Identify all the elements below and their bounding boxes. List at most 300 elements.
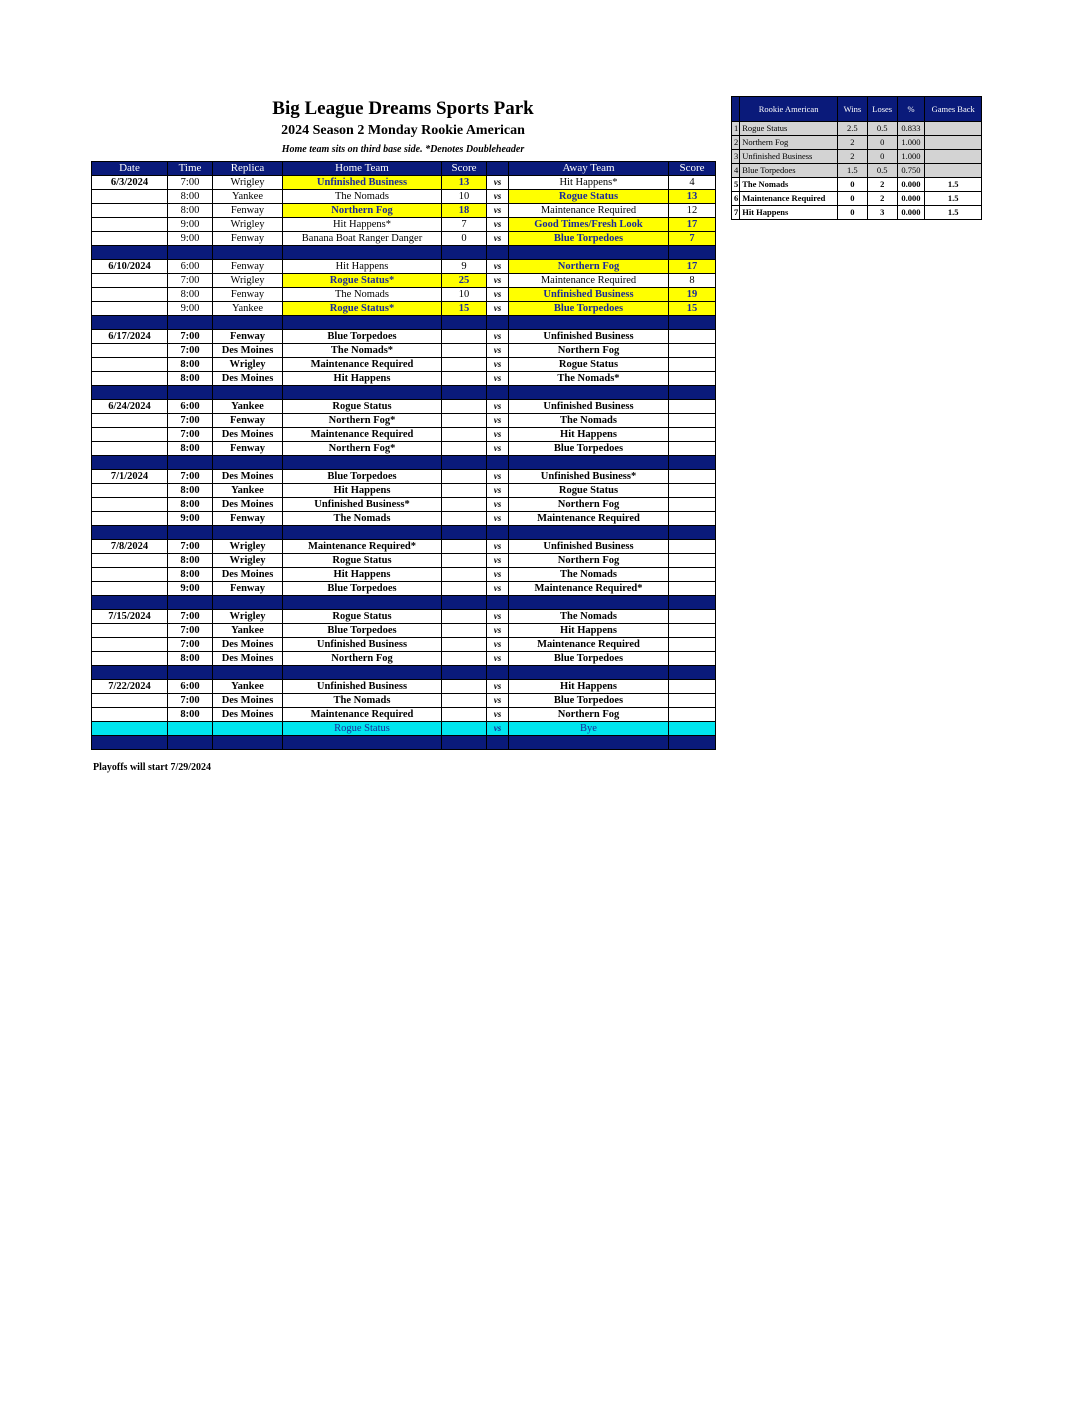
game-time: 7:00	[168, 470, 213, 484]
home-team: Hit Happens	[283, 260, 442, 274]
home-score	[442, 470, 487, 484]
home-team: Hit Happens	[283, 568, 442, 582]
standings-team: Unfinished Business	[740, 150, 838, 164]
game-date	[92, 624, 168, 638]
game-row	[92, 428, 716, 442]
week-separator	[92, 666, 716, 680]
home-team: Rogue Status*	[283, 274, 442, 288]
vs-label: vs	[487, 302, 509, 316]
away-team: Blue Torpedoes	[509, 442, 669, 456]
standings-loses: 0.5	[867, 164, 897, 178]
game-replica: Fenway	[213, 582, 283, 596]
home-team: The Nomads*	[283, 344, 442, 358]
game-time: 6:00	[168, 260, 213, 274]
week-separator	[92, 736, 716, 750]
home-team: Hit Happens	[283, 484, 442, 498]
game-time: 7:00	[168, 414, 213, 428]
game-time: 8:00	[168, 358, 213, 372]
game-time: 8:00	[168, 568, 213, 582]
standings-rank: 6	[732, 192, 740, 206]
game-replica	[213, 722, 283, 736]
home-score	[442, 372, 487, 386]
separator-cell	[92, 456, 168, 470]
game-date: 6/24/2024	[92, 400, 168, 414]
home-team: Rogue Status	[283, 610, 442, 624]
away-score	[669, 540, 716, 554]
game-replica: Des Moines	[213, 708, 283, 722]
game-replica: Des Moines	[213, 694, 283, 708]
game-time: 7:00	[168, 638, 213, 652]
home-score	[442, 652, 487, 666]
game-replica: Wrigley	[213, 274, 283, 288]
home-team: Maintenance Required*	[283, 540, 442, 554]
home-score	[442, 694, 487, 708]
away-team: Unfinished Business*	[509, 470, 669, 484]
away-score	[669, 512, 716, 526]
home-score	[442, 442, 487, 456]
away-team: Blue Torpedoes	[509, 302, 669, 316]
game-replica: Wrigley	[213, 176, 283, 190]
game-time: 7:00	[168, 624, 213, 638]
game-row	[92, 568, 716, 582]
home-team: Rogue Status*	[283, 302, 442, 316]
away-team: Blue Torpedoes	[509, 694, 669, 708]
separator-cell	[509, 316, 669, 330]
standings-wins: 2.5	[837, 122, 867, 136]
home-score: 7	[442, 218, 487, 232]
separator-cell	[487, 246, 509, 260]
standings-rank: 1	[732, 122, 740, 136]
vs-label: vs	[487, 554, 509, 568]
separator-cell	[283, 386, 442, 400]
standings-pct: 0.000	[897, 192, 925, 206]
standings-team: Hit Happens	[740, 206, 838, 220]
away-score: 7	[669, 232, 716, 246]
playoffs-note: Playoffs will start 7/29/2024	[93, 762, 212, 773]
game-date	[92, 274, 168, 288]
away-team: Maintenance Required	[509, 512, 669, 526]
separator-cell	[442, 316, 487, 330]
vs-label: vs	[487, 414, 509, 428]
away-team: Maintenance Required	[509, 274, 669, 288]
home-team: Banana Boat Ranger Danger	[283, 232, 442, 246]
away-team: Unfinished Business	[509, 330, 669, 344]
separator-cell	[92, 246, 168, 260]
away-score	[669, 442, 716, 456]
schedule-header-row	[92, 162, 716, 176]
standings-loses: 3	[867, 206, 897, 220]
separator-cell	[283, 456, 442, 470]
vs-label: vs	[487, 288, 509, 302]
separator-cell	[168, 386, 213, 400]
game-replica: Fenway	[213, 442, 283, 456]
away-team: Rogue Status	[509, 358, 669, 372]
vs-label: vs	[487, 330, 509, 344]
away-score	[669, 414, 716, 428]
home-score: 15	[442, 302, 487, 316]
game-replica: Yankee	[213, 484, 283, 498]
separator-cell	[669, 596, 716, 610]
away-score	[669, 498, 716, 512]
vs-label: vs	[487, 274, 509, 288]
standings-team: The Nomads	[740, 178, 838, 192]
home-team: Maintenance Required	[283, 428, 442, 442]
game-replica: Des Moines	[213, 638, 283, 652]
separator-cell	[92, 526, 168, 540]
game-date	[92, 694, 168, 708]
away-score	[669, 470, 716, 484]
away-score	[669, 358, 716, 372]
game-row	[92, 176, 716, 190]
home-score	[442, 400, 487, 414]
home-team: Unfinished Business	[283, 176, 442, 190]
home-team: Hit Happens	[283, 372, 442, 386]
game-row	[92, 218, 716, 232]
vs-label: vs	[487, 498, 509, 512]
separator-cell	[442, 386, 487, 400]
standings-pct: 1.000	[897, 136, 925, 150]
separator-cell	[92, 596, 168, 610]
vs-label: vs	[487, 260, 509, 274]
away-score	[669, 400, 716, 414]
away-score	[669, 582, 716, 596]
game-date	[92, 638, 168, 652]
away-team: The Nomads*	[509, 372, 669, 386]
home-score: 10	[442, 190, 487, 204]
home-team: Rogue Status	[283, 400, 442, 414]
game-date: 7/1/2024	[92, 470, 168, 484]
standings-row	[732, 206, 982, 220]
home-score: 13	[442, 176, 487, 190]
standings-table	[731, 96, 982, 220]
game-replica: Des Moines	[213, 344, 283, 358]
home-score	[442, 512, 487, 526]
schedule-note: Home team sits on third base side. *Denotes Doubleheader	[281, 144, 525, 155]
away-team: The Nomads	[509, 414, 669, 428]
vs-label: vs	[487, 372, 509, 386]
game-row	[92, 232, 716, 246]
separator-cell	[213, 386, 283, 400]
away-team: Northern Fog	[509, 498, 669, 512]
away-score: 19	[669, 288, 716, 302]
away-team: Unfinished Business	[509, 540, 669, 554]
game-time: 8:00	[168, 442, 213, 456]
home-team: The Nomads	[283, 190, 442, 204]
standings-loses: 0	[867, 136, 897, 150]
separator-cell	[669, 386, 716, 400]
game-date: 7/22/2024	[92, 680, 168, 694]
away-score	[669, 428, 716, 442]
separator-cell	[509, 736, 669, 750]
away-team: Bye	[509, 722, 669, 736]
away-team: Good Times/Fresh Look	[509, 218, 669, 232]
game-row	[92, 708, 716, 722]
game-replica: Fenway	[213, 512, 283, 526]
separator-cell	[669, 246, 716, 260]
game-date	[92, 232, 168, 246]
home-score	[442, 484, 487, 498]
standings-pct: 0.833	[897, 122, 925, 136]
game-replica: Fenway	[213, 414, 283, 428]
game-time: 6:00	[168, 400, 213, 414]
standings-rank: 7	[732, 206, 740, 220]
game-date	[92, 554, 168, 568]
game-time: 9:00	[168, 582, 213, 596]
vs-label: vs	[487, 680, 509, 694]
game-time: 7:00	[168, 540, 213, 554]
away-score: 13	[669, 190, 716, 204]
game-row	[92, 260, 716, 274]
separator-cell	[509, 666, 669, 680]
standings-games-back: 1.5	[925, 178, 982, 192]
game-replica: Fenway	[213, 204, 283, 218]
away-score	[669, 330, 716, 344]
separator-cell	[669, 526, 716, 540]
game-row	[92, 372, 716, 386]
game-time: 8:00	[168, 190, 213, 204]
game-time: 9:00	[168, 232, 213, 246]
away-team: Northern Fog	[509, 260, 669, 274]
separator-cell	[92, 316, 168, 330]
home-score	[442, 722, 487, 736]
game-row	[92, 610, 716, 624]
away-team: Unfinished Business	[509, 288, 669, 302]
separator-cell	[213, 246, 283, 260]
separator-cell	[213, 596, 283, 610]
vs-label: vs	[487, 694, 509, 708]
game-replica: Fenway	[213, 260, 283, 274]
away-team: Blue Torpedoes	[509, 652, 669, 666]
away-score	[669, 680, 716, 694]
away-score	[669, 722, 716, 736]
standings-games-back	[925, 164, 982, 178]
away-team: Northern Fog	[509, 344, 669, 358]
home-team: Rogue Status	[283, 722, 442, 736]
standings-row	[732, 150, 982, 164]
game-date	[92, 428, 168, 442]
game-replica: Yankee	[213, 680, 283, 694]
game-time: 8:00	[168, 652, 213, 666]
home-team: Maintenance Required	[283, 708, 442, 722]
separator-cell	[213, 456, 283, 470]
home-score	[442, 568, 487, 582]
standings-wins: 2	[837, 136, 867, 150]
separator-cell	[487, 666, 509, 680]
standings-loses: 0	[867, 150, 897, 164]
schedule-table	[91, 161, 716, 750]
vs-label: vs	[487, 512, 509, 526]
standings-col-games-back: Games Back	[925, 97, 982, 122]
home-score	[442, 680, 487, 694]
vs-label: vs	[487, 624, 509, 638]
separator-cell	[168, 666, 213, 680]
game-time: 8:00	[168, 554, 213, 568]
separator-cell	[442, 526, 487, 540]
home-team: Northern Fog*	[283, 442, 442, 456]
separator-cell	[487, 456, 509, 470]
separator-cell	[509, 526, 669, 540]
standings-col-loses: Loses	[867, 97, 897, 122]
home-team: Maintenance Required	[283, 358, 442, 372]
bye-row	[92, 722, 716, 736]
game-row	[92, 694, 716, 708]
away-score	[669, 652, 716, 666]
vs-label: vs	[487, 582, 509, 596]
game-time: 8:00	[168, 484, 213, 498]
away-team: Maintenance Required*	[509, 582, 669, 596]
game-date: 6/17/2024	[92, 330, 168, 344]
vs-label: vs	[487, 400, 509, 414]
game-time: 7:00	[168, 694, 213, 708]
home-team: Northern Fog*	[283, 414, 442, 428]
standings-pct: 0.000	[897, 178, 925, 192]
game-date	[92, 582, 168, 596]
game-time: 9:00	[168, 512, 213, 526]
away-score	[669, 624, 716, 638]
separator-cell	[283, 736, 442, 750]
game-row	[92, 330, 716, 344]
standings-row	[732, 136, 982, 150]
standings-team: Northern Fog	[740, 136, 838, 150]
standings-pct: 0.000	[897, 206, 925, 220]
col-replica: Replica	[213, 162, 283, 176]
game-row	[92, 624, 716, 638]
game-date	[92, 204, 168, 218]
standings-col-pct: %	[897, 97, 925, 122]
away-score	[669, 568, 716, 582]
away-score	[669, 484, 716, 498]
separator-cell	[168, 736, 213, 750]
week-separator	[92, 526, 716, 540]
game-date	[92, 652, 168, 666]
standings-games-back	[925, 122, 982, 136]
away-team: The Nomads	[509, 610, 669, 624]
separator-cell	[509, 456, 669, 470]
game-replica: Wrigley	[213, 610, 283, 624]
vs-label: vs	[487, 190, 509, 204]
away-team: Maintenance Required	[509, 204, 669, 218]
away-score	[669, 610, 716, 624]
home-team: Rogue Status	[283, 554, 442, 568]
vs-label: vs	[487, 568, 509, 582]
away-score	[669, 638, 716, 652]
away-team: Maintenance Required	[509, 638, 669, 652]
separator-cell	[442, 736, 487, 750]
game-row	[92, 540, 716, 554]
game-time: 7:00	[168, 274, 213, 288]
vs-label: vs	[487, 442, 509, 456]
standings-loses: 0.5	[867, 122, 897, 136]
game-time: 8:00	[168, 288, 213, 302]
standings-pct: 0.750	[897, 164, 925, 178]
standings-games-back: 1.5	[925, 192, 982, 206]
game-replica: Des Moines	[213, 470, 283, 484]
separator-cell	[509, 246, 669, 260]
game-time: 8:00	[168, 204, 213, 218]
home-score	[442, 428, 487, 442]
game-date	[92, 190, 168, 204]
away-score	[669, 372, 716, 386]
col-date: Date	[92, 162, 168, 176]
separator-cell	[442, 246, 487, 260]
away-team: Hit Happens	[509, 680, 669, 694]
game-date	[92, 302, 168, 316]
week-separator	[92, 246, 716, 260]
game-date: 7/8/2024	[92, 540, 168, 554]
game-replica: Wrigley	[213, 358, 283, 372]
separator-cell	[669, 316, 716, 330]
game-date	[92, 218, 168, 232]
home-score	[442, 344, 487, 358]
standings-row	[732, 122, 982, 136]
game-date	[92, 512, 168, 526]
game-replica: Wrigley	[213, 554, 283, 568]
game-replica: Des Moines	[213, 652, 283, 666]
game-time: 8:00	[168, 498, 213, 512]
game-time: 8:00	[168, 372, 213, 386]
away-team: Northern Fog	[509, 554, 669, 568]
vs-label: vs	[487, 708, 509, 722]
home-score	[442, 330, 487, 344]
game-replica: Des Moines	[213, 498, 283, 512]
game-time: 7:00	[168, 176, 213, 190]
separator-cell	[487, 386, 509, 400]
col-time: Time	[168, 162, 213, 176]
separator-cell	[669, 456, 716, 470]
game-row	[92, 442, 716, 456]
standings-col-division: Rookie American	[740, 97, 838, 122]
separator-cell	[92, 666, 168, 680]
game-row	[92, 344, 716, 358]
standings-wins: 0	[837, 206, 867, 220]
standings-rank: 2	[732, 136, 740, 150]
standings-loses: 2	[867, 178, 897, 192]
game-time: 7:00	[168, 610, 213, 624]
game-row	[92, 400, 716, 414]
game-time: 9:00	[168, 218, 213, 232]
game-replica: Fenway	[213, 330, 283, 344]
home-score	[442, 414, 487, 428]
separator-cell	[168, 526, 213, 540]
vs-label: vs	[487, 652, 509, 666]
home-score: 9	[442, 260, 487, 274]
game-row	[92, 498, 716, 512]
home-team: Unfinished Business	[283, 638, 442, 652]
game-row	[92, 582, 716, 596]
vs-label: vs	[487, 176, 509, 190]
away-score	[669, 554, 716, 568]
standings-games-back	[925, 136, 982, 150]
game-time: 6:00	[168, 680, 213, 694]
game-row	[92, 470, 716, 484]
vs-label: vs	[487, 204, 509, 218]
vs-label: vs	[487, 232, 509, 246]
game-replica: Wrigley	[213, 540, 283, 554]
separator-cell	[283, 246, 442, 260]
week-separator	[92, 386, 716, 400]
game-date	[92, 708, 168, 722]
home-team: Blue Torpedoes	[283, 470, 442, 484]
home-score	[442, 498, 487, 512]
game-row	[92, 204, 716, 218]
home-score	[442, 624, 487, 638]
separator-cell	[442, 596, 487, 610]
home-team: The Nomads	[283, 512, 442, 526]
separator-cell	[213, 526, 283, 540]
game-date	[92, 358, 168, 372]
col-home-team: Home Team	[283, 162, 442, 176]
game-row	[92, 554, 716, 568]
